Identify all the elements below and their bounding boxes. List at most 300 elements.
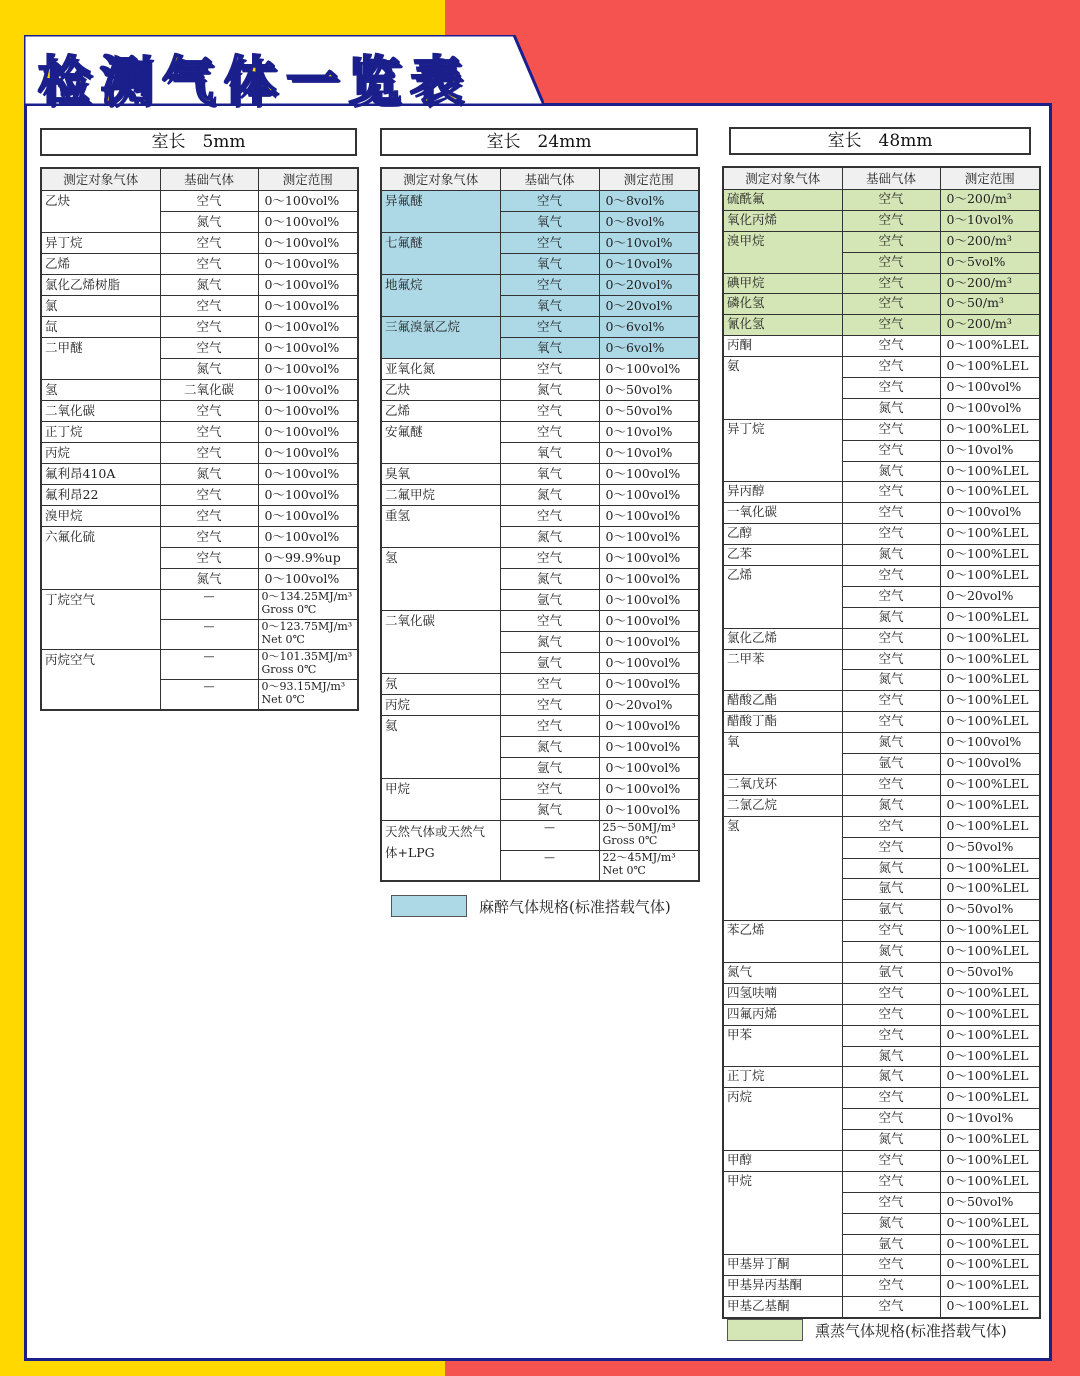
col-header-range: 测定范围 <box>599 168 699 191</box>
col-header-gas: 测定对象气体 <box>381 168 500 191</box>
table-row <box>41 506 358 527</box>
table-row <box>723 691 1040 712</box>
table-row <box>41 233 358 254</box>
base-gas: 氩气 <box>500 653 599 674</box>
table-row <box>723 273 1040 294</box>
range: 0～200/m³ <box>940 190 1040 211</box>
base-gas: 氩气 <box>842 962 940 983</box>
base-gas: 空气 <box>500 422 599 443</box>
base-gas: 氧气 <box>500 296 599 317</box>
table-row <box>381 506 699 527</box>
gas-name: 安氟醚 <box>381 422 500 464</box>
range-value: 22～45MJ/m³ <box>602 851 676 864</box>
range: 0～100%LEL <box>940 607 1040 628</box>
gas-name: 二氯乙烷 <box>723 795 842 816</box>
base-gas: 空气 <box>500 506 599 527</box>
range: 0～99.9%up <box>258 548 358 569</box>
gas-name: 丙酮 <box>723 336 842 357</box>
table-row <box>723 566 1040 587</box>
base-gas: 空气 <box>160 254 258 275</box>
table-row <box>381 779 699 800</box>
gas-name: 氰化氢 <box>723 315 842 336</box>
base-gas: 空气 <box>500 674 599 695</box>
range <box>258 620 358 650</box>
table-row <box>381 716 699 737</box>
range: 0～100vol% <box>258 569 358 590</box>
gas-name: 丙烷空气 <box>41 650 160 711</box>
gas-name: 四氢呋喃 <box>723 983 842 1004</box>
range: 0～200/m³ <box>940 315 1040 336</box>
base-gas: 空气 <box>842 357 940 378</box>
range: 0～100%LEL <box>940 1234 1040 1255</box>
gas-name: 氦 <box>381 716 500 779</box>
table-row <box>723 545 1040 566</box>
range: 0～50vol% <box>599 401 699 422</box>
base-gas: 空气 <box>500 716 599 737</box>
table-row <box>723 628 1040 649</box>
gas-name: 二氟甲烷 <box>381 485 500 506</box>
gas-name: 甲基乙基酮 <box>723 1297 842 1318</box>
range: 0～100%LEL <box>940 419 1040 440</box>
range: 0～100vol% <box>258 506 358 527</box>
range: 0～200/m³ <box>940 231 1040 252</box>
range-condition: Net 0℃ <box>261 633 305 646</box>
base-gas: 空气 <box>160 548 258 569</box>
table-row <box>723 419 1040 440</box>
range: 0～100%LEL <box>940 879 1040 900</box>
col-header-base: 基础气体 <box>842 167 940 190</box>
base-gas: 空气 <box>842 691 940 712</box>
base-gas: — <box>160 620 258 650</box>
range: 0～100%LEL <box>940 1297 1040 1318</box>
table-row <box>41 254 358 275</box>
gas-name: 六氟化硫 <box>41 527 160 590</box>
gas-name: 丙烷 <box>381 695 500 716</box>
gas-name: 氢 <box>41 380 160 401</box>
base-gas: 氧气 <box>500 338 599 359</box>
range: 0～100vol% <box>940 733 1040 754</box>
range: 0～100vol% <box>258 296 358 317</box>
gas-name: 苯乙烯 <box>723 921 842 963</box>
range: 0～100%LEL <box>940 712 1040 733</box>
range-condition: Net 0℃ <box>602 864 646 877</box>
table-row <box>723 733 1040 754</box>
table-row <box>381 695 699 716</box>
table-row <box>41 191 358 212</box>
gas-name: 一氧化碳 <box>723 503 842 524</box>
base-gas: 氮气 <box>160 212 258 233</box>
gas-name: 乙烯 <box>381 401 500 422</box>
table-row <box>723 962 1040 983</box>
table-row <box>723 1150 1040 1171</box>
base-gas: 氮气 <box>160 359 258 380</box>
gas-name: 硫酰氟 <box>723 190 842 211</box>
gas-name: 四氟丙烯 <box>723 1004 842 1025</box>
gas-name: 二氧戊环 <box>723 774 842 795</box>
base-gas: — <box>160 650 258 680</box>
base-gas: 空气 <box>842 294 940 315</box>
base-gas: 氮气 <box>500 569 599 590</box>
gas-name: 正丁烷 <box>41 422 160 443</box>
base-gas: — <box>500 821 599 851</box>
range: 0～100%LEL <box>940 1067 1040 1088</box>
col-header-base: 基础气体 <box>160 168 258 191</box>
base-gas: 氮气 <box>842 942 940 963</box>
base-gas: 空气 <box>500 695 599 716</box>
col-header-range: 测定范围 <box>940 167 1040 190</box>
gas-name: 氧 <box>723 733 842 775</box>
range: 0～100%LEL <box>940 1046 1040 1067</box>
range: 0～100%LEL <box>940 1088 1040 1109</box>
gas-name: 二甲醚 <box>41 338 160 380</box>
base-gas: 氮气 <box>160 464 258 485</box>
gas-name: 甲苯 <box>723 1025 842 1067</box>
range: 0～50vol% <box>940 962 1040 983</box>
range: 0～100vol% <box>599 737 699 758</box>
range: 0～10vol% <box>599 422 699 443</box>
range: 0～100%LEL <box>940 1150 1040 1171</box>
range: 0～200/m³ <box>940 273 1040 294</box>
base-gas: 空气 <box>842 210 940 231</box>
range: 0～10vol% <box>599 254 699 275</box>
base-gas: 空气 <box>842 419 940 440</box>
base-gas: 空气 <box>160 443 258 464</box>
table-24mm <box>380 167 700 882</box>
base-gas: 氩气 <box>500 590 599 611</box>
range: 0～100%LEL <box>940 774 1040 795</box>
table-row <box>723 210 1040 231</box>
range: 0～50vol% <box>940 1192 1040 1213</box>
range: 0～100%LEL <box>940 545 1040 566</box>
base-gas: 氩气 <box>500 758 599 779</box>
table-row <box>381 401 699 422</box>
range: 0～100vol% <box>258 401 358 422</box>
range-value: 0～134.25MJ/m³ <box>261 590 353 603</box>
base-gas: 空气 <box>842 1150 940 1171</box>
table-row <box>41 296 358 317</box>
table-row <box>723 1088 1040 1109</box>
base-gas: 氮气 <box>500 380 599 401</box>
table-row <box>381 422 699 443</box>
range: 0～100%LEL <box>940 670 1040 691</box>
table-row <box>723 231 1040 252</box>
base-gas: 氮气 <box>842 1130 940 1151</box>
base-gas: 氮气 <box>160 275 258 296</box>
range: 0～100vol% <box>258 338 358 359</box>
section-label-5mm: 室长 5mm <box>40 128 357 156</box>
legend-swatch-blue <box>391 895 467 917</box>
gas-name: 氖 <box>381 674 500 695</box>
gas-name: 异氟醚 <box>381 191 500 233</box>
base-gas: 二氧化碳 <box>160 380 258 401</box>
range: 0～100vol% <box>599 569 699 590</box>
table-row <box>381 317 699 338</box>
range: 0～100%LEL <box>940 649 1040 670</box>
gas-name: 七氟醚 <box>381 233 500 275</box>
range: 0～6vol% <box>599 317 699 338</box>
base-gas: 氮气 <box>842 1067 940 1088</box>
range: 0～100vol% <box>599 779 699 800</box>
table-48mm <box>722 166 1041 1319</box>
gas-name: 氧化丙烯 <box>723 210 842 231</box>
gas-name: 氟利昂410A <box>41 464 160 485</box>
gas-name: 天然气体或天然气体+LPG <box>381 821 500 882</box>
gas-name: 丙烷 <box>41 443 160 464</box>
base-gas: 氧气 <box>500 443 599 464</box>
base-gas: 空气 <box>160 317 258 338</box>
table-row <box>41 338 358 359</box>
base-gas: 氧气 <box>500 464 599 485</box>
base-gas: 空气 <box>842 1025 940 1046</box>
table-row <box>723 294 1040 315</box>
table-row <box>381 821 699 851</box>
range: 0～100vol% <box>599 485 699 506</box>
base-gas: 氩气 <box>842 754 940 775</box>
range: 0～100%LEL <box>940 1004 1040 1025</box>
range: 0～100vol% <box>599 716 699 737</box>
base-gas: 氮气 <box>842 461 940 482</box>
range: 0～6vol% <box>599 338 699 359</box>
range: 0～100%LEL <box>940 336 1040 357</box>
gas-name: 氯化乙烯树脂 <box>41 275 160 296</box>
range: 0～100vol% <box>599 359 699 380</box>
base-gas: — <box>500 851 599 882</box>
table-row <box>723 921 1040 942</box>
gas-name: 三氟溴氯乙烷 <box>381 317 500 359</box>
range: 0～100vol% <box>599 800 699 821</box>
gas-name: 异丁烷 <box>723 419 842 482</box>
table-row <box>381 359 699 380</box>
range: 0～100vol% <box>258 485 358 506</box>
range: 0～100vol% <box>940 754 1040 775</box>
base-gas: 空气 <box>842 566 940 587</box>
base-gas: 空气 <box>160 233 258 254</box>
range: 0～100%LEL <box>940 524 1040 545</box>
table-row <box>381 464 699 485</box>
gas-name: 异丁烷 <box>41 233 160 254</box>
gas-name: 二甲苯 <box>723 649 842 691</box>
base-gas: 空气 <box>500 191 599 212</box>
base-gas: 氮气 <box>842 1213 940 1234</box>
gas-name: 乙烯 <box>723 566 842 629</box>
legend-label: 麻醉气体规格(标准搭载气体) <box>479 897 671 916</box>
table-row <box>41 590 358 620</box>
table-row <box>723 983 1040 1004</box>
gas-name: 乙醇 <box>723 524 842 545</box>
page-title: 检测气体一览表 <box>38 52 473 112</box>
base-gas: 氮气 <box>842 733 940 754</box>
range-value: 25～50MJ/m³ <box>602 821 676 834</box>
base-gas: 氧气 <box>500 212 599 233</box>
table-row <box>41 650 358 680</box>
base-gas: 空气 <box>842 1088 940 1109</box>
base-gas: 氮气 <box>842 1046 940 1067</box>
range: 0～100%LEL <box>940 1130 1040 1151</box>
range-value: 0～101.35MJ/m³ <box>261 650 353 663</box>
range: 0～100%LEL <box>940 1255 1040 1276</box>
range: 0～100vol% <box>599 632 699 653</box>
gas-name: 乙苯 <box>723 545 842 566</box>
range <box>258 590 358 620</box>
base-gas: 空气 <box>842 1171 940 1192</box>
base-gas: 空气 <box>160 338 258 359</box>
table-row <box>723 1255 1040 1276</box>
range: 0～10vol% <box>599 443 699 464</box>
range: 0～100vol% <box>258 464 358 485</box>
base-gas: 空气 <box>842 816 940 837</box>
range: 0～100%LEL <box>940 795 1040 816</box>
base-gas: 氮气 <box>842 545 940 566</box>
range <box>258 680 358 711</box>
table-row <box>723 795 1040 816</box>
gas-name: 甲醇 <box>723 1150 842 1171</box>
table-row <box>723 774 1040 795</box>
range: 0～50vol% <box>599 380 699 401</box>
gas-name: 甲基异丙基酮 <box>723 1276 842 1297</box>
base-gas: 空气 <box>842 586 940 607</box>
table-row <box>41 380 358 401</box>
table-row <box>41 443 358 464</box>
range: 0～100vol% <box>599 590 699 611</box>
base-gas: 空气 <box>842 649 940 670</box>
range: 0～100vol% <box>599 758 699 779</box>
base-gas: 氮气 <box>842 670 940 691</box>
range: 0～100vol% <box>940 503 1040 524</box>
range: 0～100vol% <box>258 254 358 275</box>
table-row <box>41 422 358 443</box>
base-gas: 空气 <box>160 422 258 443</box>
table-row <box>723 503 1040 524</box>
base-gas: 氮气 <box>500 632 599 653</box>
base-gas: 氮气 <box>500 737 599 758</box>
gas-name: 二氧化碳 <box>41 401 160 422</box>
base-gas: — <box>160 590 258 620</box>
gas-name: 氢 <box>381 548 500 611</box>
gas-name: 地氟烷 <box>381 275 500 317</box>
range: 0～10vol% <box>940 440 1040 461</box>
table-row <box>41 527 358 548</box>
range: 0～100%LEL <box>940 461 1040 482</box>
base-gas: 空气 <box>842 628 940 649</box>
base-gas: 空气 <box>160 401 258 422</box>
range: 0～100%LEL <box>940 482 1040 503</box>
gas-name: 正丁烷 <box>723 1067 842 1088</box>
table-row <box>381 191 699 212</box>
range: 0～100%LEL <box>940 1213 1040 1234</box>
table-row <box>41 317 358 338</box>
gas-name: 氙 <box>41 317 160 338</box>
base-gas: 空气 <box>842 1255 940 1276</box>
range: 0～20vol% <box>940 586 1040 607</box>
table-row <box>723 357 1040 378</box>
table-row <box>381 380 699 401</box>
gas-name: 乙炔 <box>41 191 160 233</box>
gas-name: 二氧化碳 <box>381 611 500 674</box>
table-row <box>723 712 1040 733</box>
base-gas: 空气 <box>842 1276 940 1297</box>
range: 0～100vol% <box>599 506 699 527</box>
range: 0～100vol% <box>258 443 358 464</box>
range: 0～100vol% <box>258 422 358 443</box>
range: 0～100vol% <box>258 317 358 338</box>
range: 0～100vol% <box>599 674 699 695</box>
base-gas: 空气 <box>842 524 940 545</box>
table-row <box>723 482 1040 503</box>
base-gas: 空气 <box>500 233 599 254</box>
base-gas: 空气 <box>160 191 258 212</box>
range-condition: Net 0℃ <box>261 693 305 706</box>
base-gas: 氩气 <box>842 879 940 900</box>
base-gas: 空气 <box>842 336 940 357</box>
base-gas: 氮气 <box>842 607 940 628</box>
range: 0～100%LEL <box>940 942 1040 963</box>
range: 0～100%LEL <box>940 816 1040 837</box>
range: 0～10vol% <box>599 233 699 254</box>
base-gas: 空气 <box>842 774 940 795</box>
base-gas: 空气 <box>500 275 599 296</box>
legend-label: 熏蒸气体规格(标准搭载气体) <box>815 1321 1007 1340</box>
base-gas: 氮气 <box>842 398 940 419</box>
table-5mm <box>40 167 359 711</box>
range: 0～100%LEL <box>940 921 1040 942</box>
gas-name: 醋酸丁酯 <box>723 712 842 733</box>
range: 0～100%LEL <box>940 1171 1040 1192</box>
range <box>258 650 358 680</box>
base-gas: 空气 <box>842 231 940 252</box>
base-gas: 空气 <box>842 1004 940 1025</box>
range: 0～100vol% <box>258 359 358 380</box>
base-gas: 空气 <box>842 190 940 211</box>
range: 0～100vol% <box>258 191 358 212</box>
range: 0～5vol% <box>940 252 1040 273</box>
legend-fumigation <box>727 1319 1007 1341</box>
table-row <box>723 1025 1040 1046</box>
base-gas: 氮气 <box>842 858 940 879</box>
range-condition: Gross 0℃ <box>261 603 317 616</box>
table-row <box>41 401 358 422</box>
range <box>599 821 699 851</box>
range: 0～50vol% <box>940 900 1040 921</box>
col-header-base: 基础气体 <box>500 168 599 191</box>
table-row <box>723 1004 1040 1025</box>
base-gas: 空气 <box>842 315 940 336</box>
table-row <box>723 816 1040 837</box>
range: 0～100vol% <box>599 527 699 548</box>
range: 0～100vol% <box>258 212 358 233</box>
section-label-48mm: 室长 48mm <box>729 127 1031 155</box>
base-gas: 空气 <box>842 378 940 399</box>
gas-name: 甲基异丁酮 <box>723 1255 842 1276</box>
gas-name: 亚氧化氮 <box>381 359 500 380</box>
range: 0～100%LEL <box>940 691 1040 712</box>
base-gas: 空气 <box>500 359 599 380</box>
gas-name: 醋酸乙酯 <box>723 691 842 712</box>
range: 0～20vol% <box>599 695 699 716</box>
range: 0～100%LEL <box>940 566 1040 587</box>
base-gas: 氮气 <box>500 485 599 506</box>
gas-name: 氢 <box>723 816 842 920</box>
table-row <box>723 1297 1040 1318</box>
gas-name: 溴甲烷 <box>41 506 160 527</box>
base-gas: 氮气 <box>500 800 599 821</box>
gas-name: 磷化氢 <box>723 294 842 315</box>
table-row <box>723 315 1040 336</box>
base-gas: 氩气 <box>842 900 940 921</box>
base-gas: 空气 <box>842 1192 940 1213</box>
table-row <box>41 464 358 485</box>
base-gas: 氮气 <box>160 569 258 590</box>
gas-name: 氮气 <box>723 962 842 983</box>
